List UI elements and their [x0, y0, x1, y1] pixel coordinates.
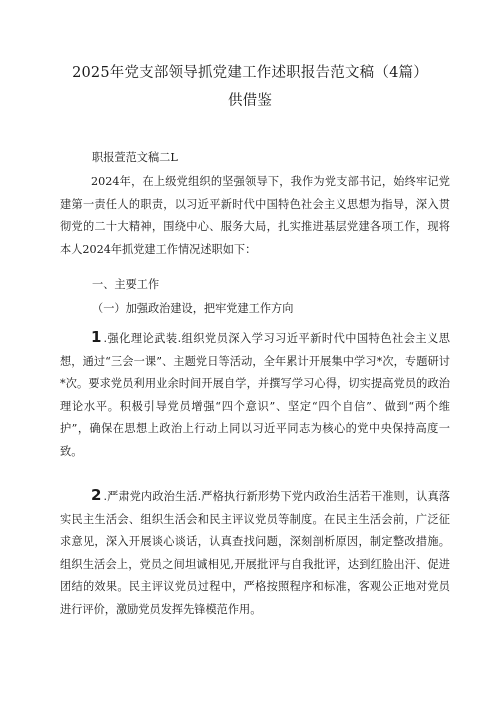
- item-2-number: 2: [91, 486, 102, 504]
- intro-paragraph: 2024年，在上级党组织的坚强领导下，我作为党支部书记，始终牢记党建第一责任人的职责，以习近平新时代中国特色社会主义思想为指导，深入贯彻党的二十大精神，围绕中心、服务大局，扎实推进基层党建各项工作，现将本人2024年抓党建工作情况述职如下：: [60, 175, 450, 256]
- item-2-text: .严肃党内政治生活.严格执行新形势下党内政治生活若干准则，认真落实民主生活会、组织生活会和民主评议党员等制度。在民主生活会前，广泛征求意见，深入开展谈心谈话，认真查找问题，深刻剖析原因，制定整改措施。组织生活会上，党员之间坦诚相见,开展批评与自我批评，达到红脸出汗、促进团结的效果。民主评议党员过程中，严格按照程序和标准，客观公正地对党员进行评价，激励党员发挥先锋模范作用。: [60, 490, 450, 616]
- heading-main-work: 一、主要工作: [92, 278, 160, 291]
- item-2-paragraph: [60, 484, 450, 621]
- section-label: 职报萱范文稿二L: [92, 151, 178, 164]
- item-1-text: .强化理论武装.组织党员深入学习习近平新时代中国特色社会主义思想，通过“三会一课”、主题党日等活动，全年累计开展集中学习*次，专题研讨*次。要求党员利用业余时间开展自学，并撰写学习心得，切实提高党员的政治理论水平。积极引导党员增强“四个意识”、坚定“四个自信”、做到“两个维护”，确保在思想上政治上行动上同以习近平同志为核心的党中央保持高度一致。: [60, 332, 450, 458]
- item-1-paragraph: [60, 326, 450, 463]
- document-title-continuation: 供借鉴: [227, 93, 273, 109]
- document-title: 2025年党支部领导抓党建工作述职报告范文稿（4篇）: [72, 65, 428, 81]
- heading-political-construction: （一）加强政治建设，把牢党建工作方向: [92, 302, 294, 315]
- item-1-number: 1: [91, 328, 102, 346]
